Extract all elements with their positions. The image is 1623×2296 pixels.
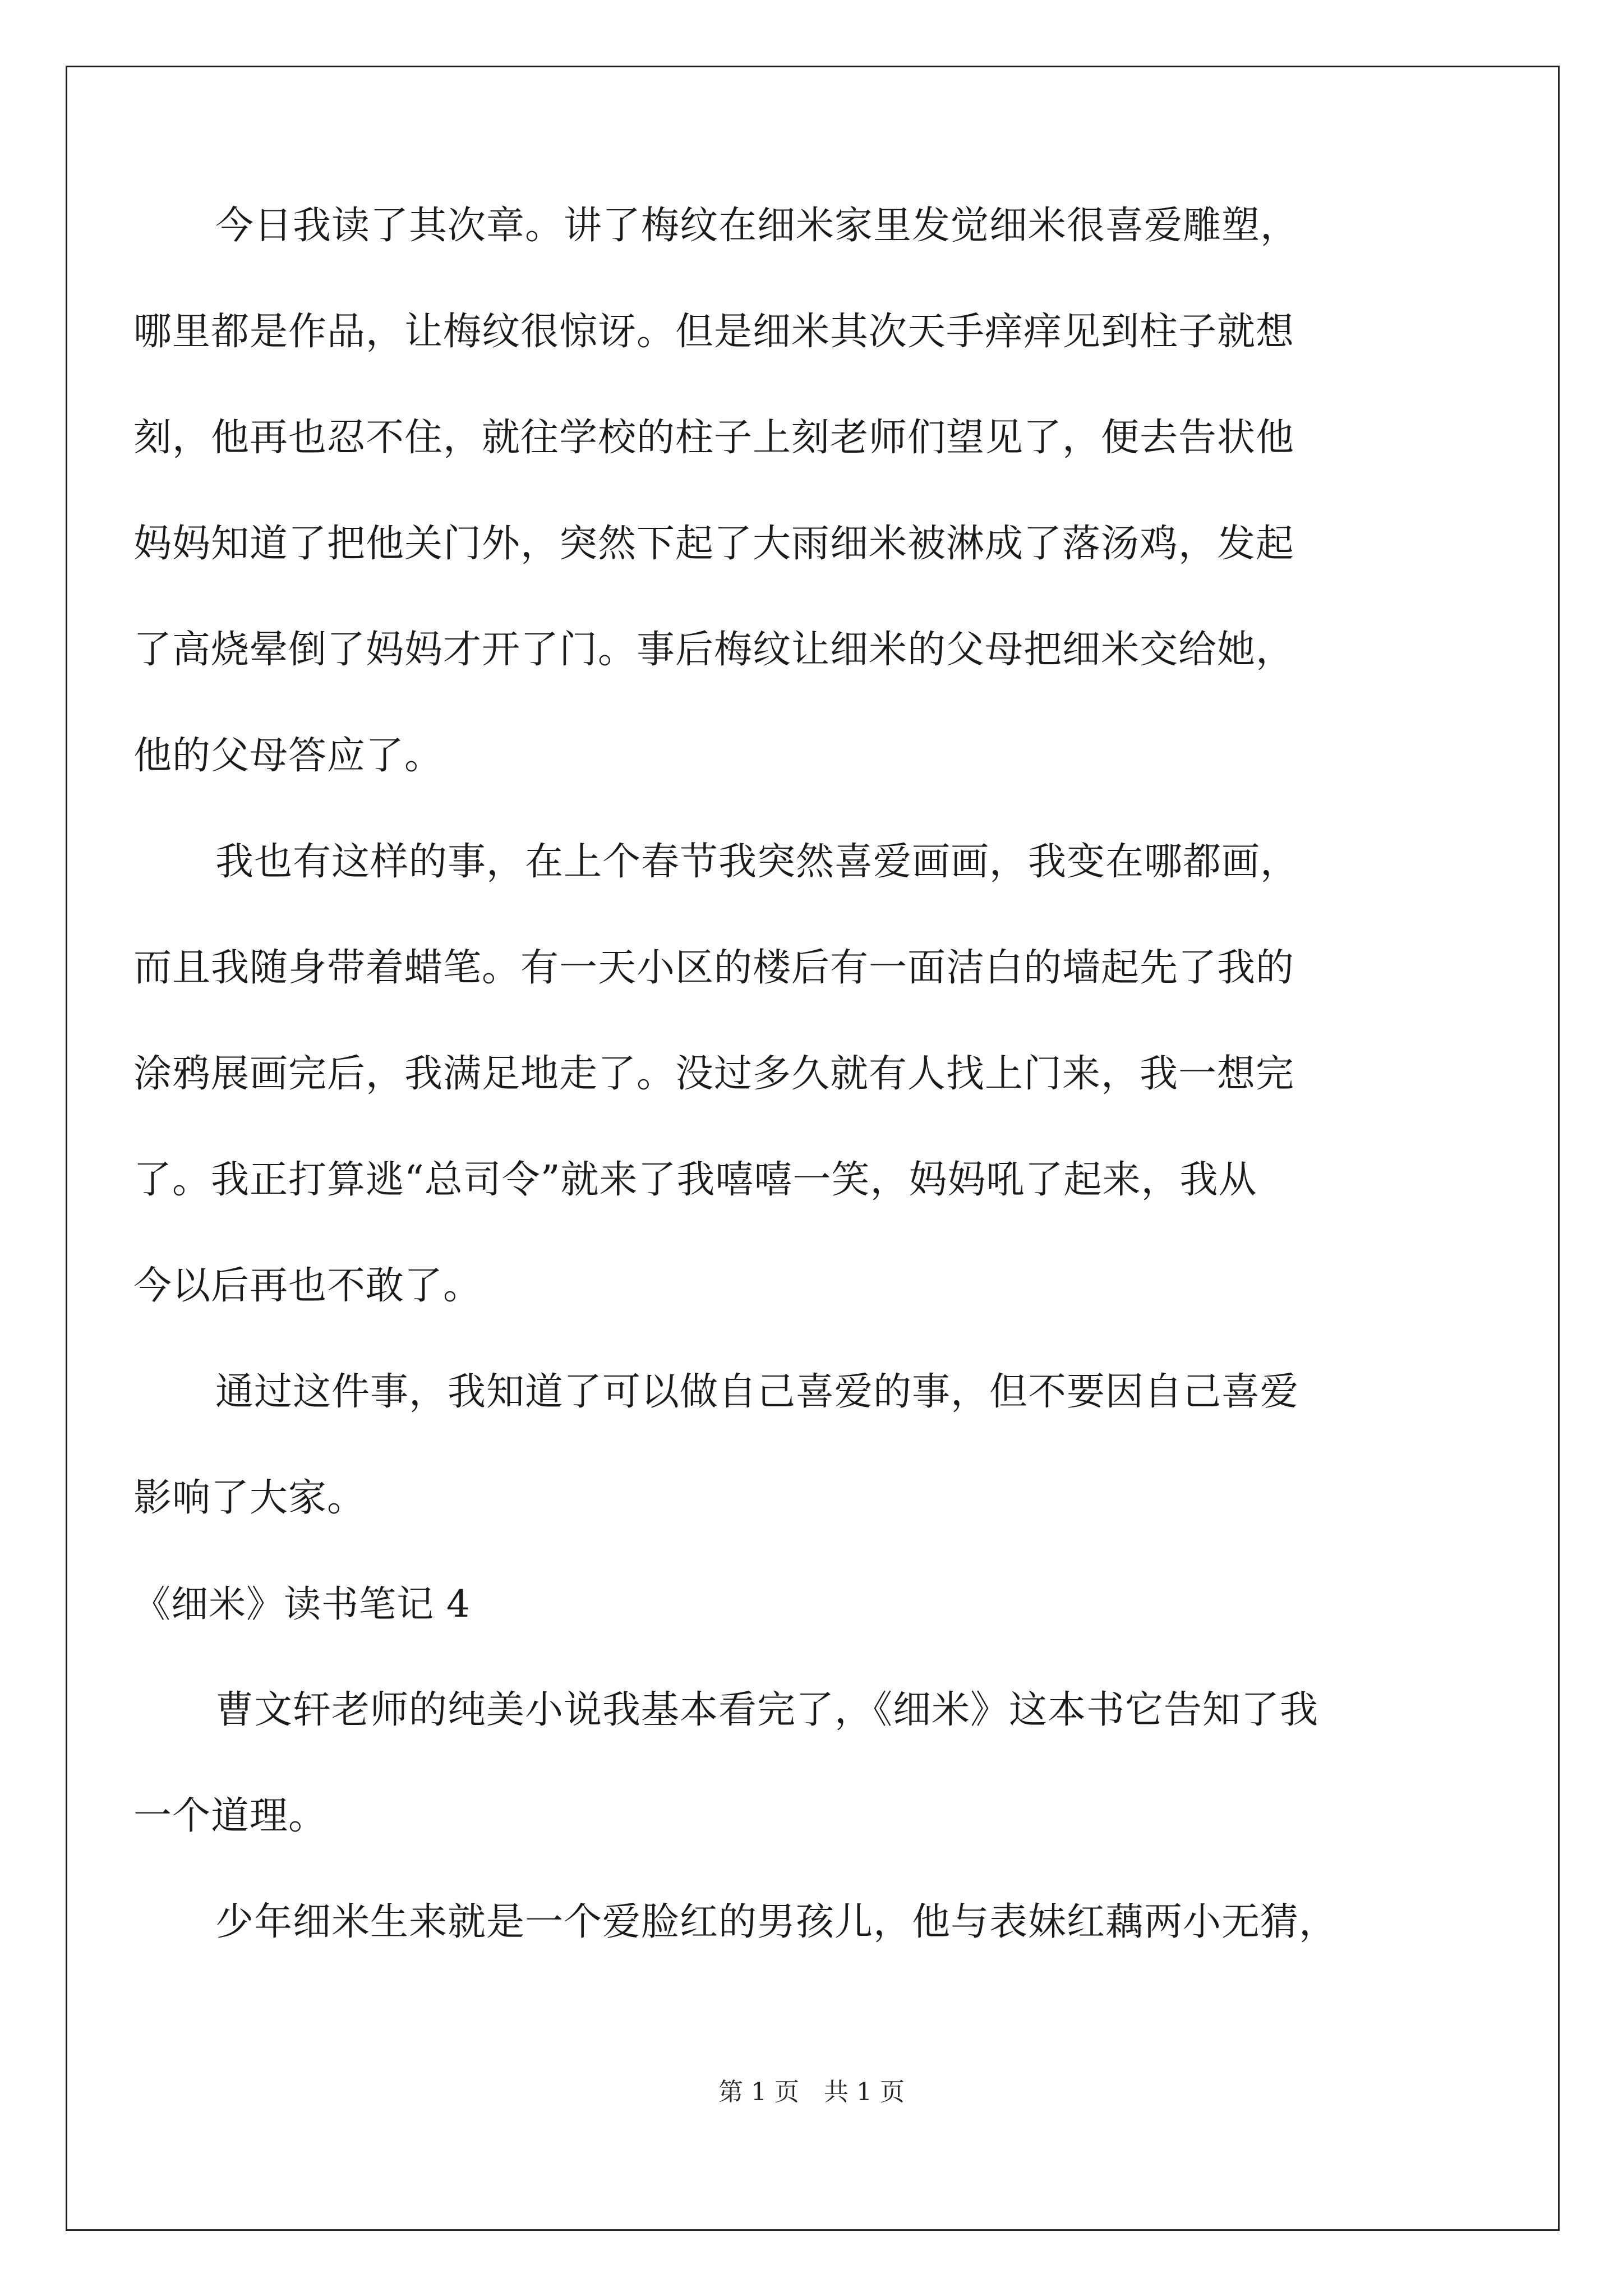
paragraph-line: 了。我正打算逃“总司令”就来了我嘻嘻一笑，妈妈吼了起来，我从: [133, 1158, 1257, 1202]
paragraph-line: 刻，他再也忍不住，就往学校的柱子上刻老师们望见了，便去告状他: [133, 416, 1295, 460]
paragraph-line: 一个道理。: [133, 1794, 328, 1838]
paragraph-line: 曹文轩老师的纯美小说我基本看完了，《细米》这本书它告知了我: [215, 1688, 1319, 1732]
paragraph-line: 影响了大家。: [133, 1476, 366, 1520]
paragraph-line: 涂鸦展画完后，我满足地走了。没过多久就有人找上门来，我一想完: [133, 1052, 1295, 1096]
page-number-footer: 第 1 页 共 1 页: [718, 2078, 905, 2106]
paragraph-line: 妈妈知道了把他关门外，突然下起了大雨细米被淋成了落汤鸡，发起: [133, 522, 1295, 566]
paragraph-line: 通过这件事，我知道了可以做自己喜爱的事，但不要因自己喜爱: [215, 1370, 1299, 1414]
section-heading: 《细米》读书笔记 4: [133, 1582, 471, 1626]
paragraph-line: 今以后再也不敢了。: [133, 1264, 482, 1308]
paragraph-line: 哪里都是作品，让梅纹很惊讶。但是细米其次天手痒痒见到柱子就想: [133, 310, 1295, 354]
paragraph-line: 我也有这样的事，在上个春节我突然喜爱画画，我变在哪都画，: [215, 840, 1299, 884]
paragraph-line: 今日我读了其次章。讲了梅纹在细米家里发觉细米很喜爱雕塑，: [215, 204, 1299, 248]
paragraph-line: 而且我随身带着蜡笔。有一天小区的楼后有一面洁白的墙起先了我的: [133, 946, 1295, 990]
paragraph-line: 他的父母答应了。: [133, 734, 444, 778]
paragraph-line: 少年细米生来就是一个爱脸红的男孩儿，他与表妹红藕两小无猜，: [215, 1900, 1338, 1944]
paragraph-line: 了高烧晕倒了妈妈才开了门。事后梅纹让细米的父母把细米交给她，: [133, 628, 1295, 672]
